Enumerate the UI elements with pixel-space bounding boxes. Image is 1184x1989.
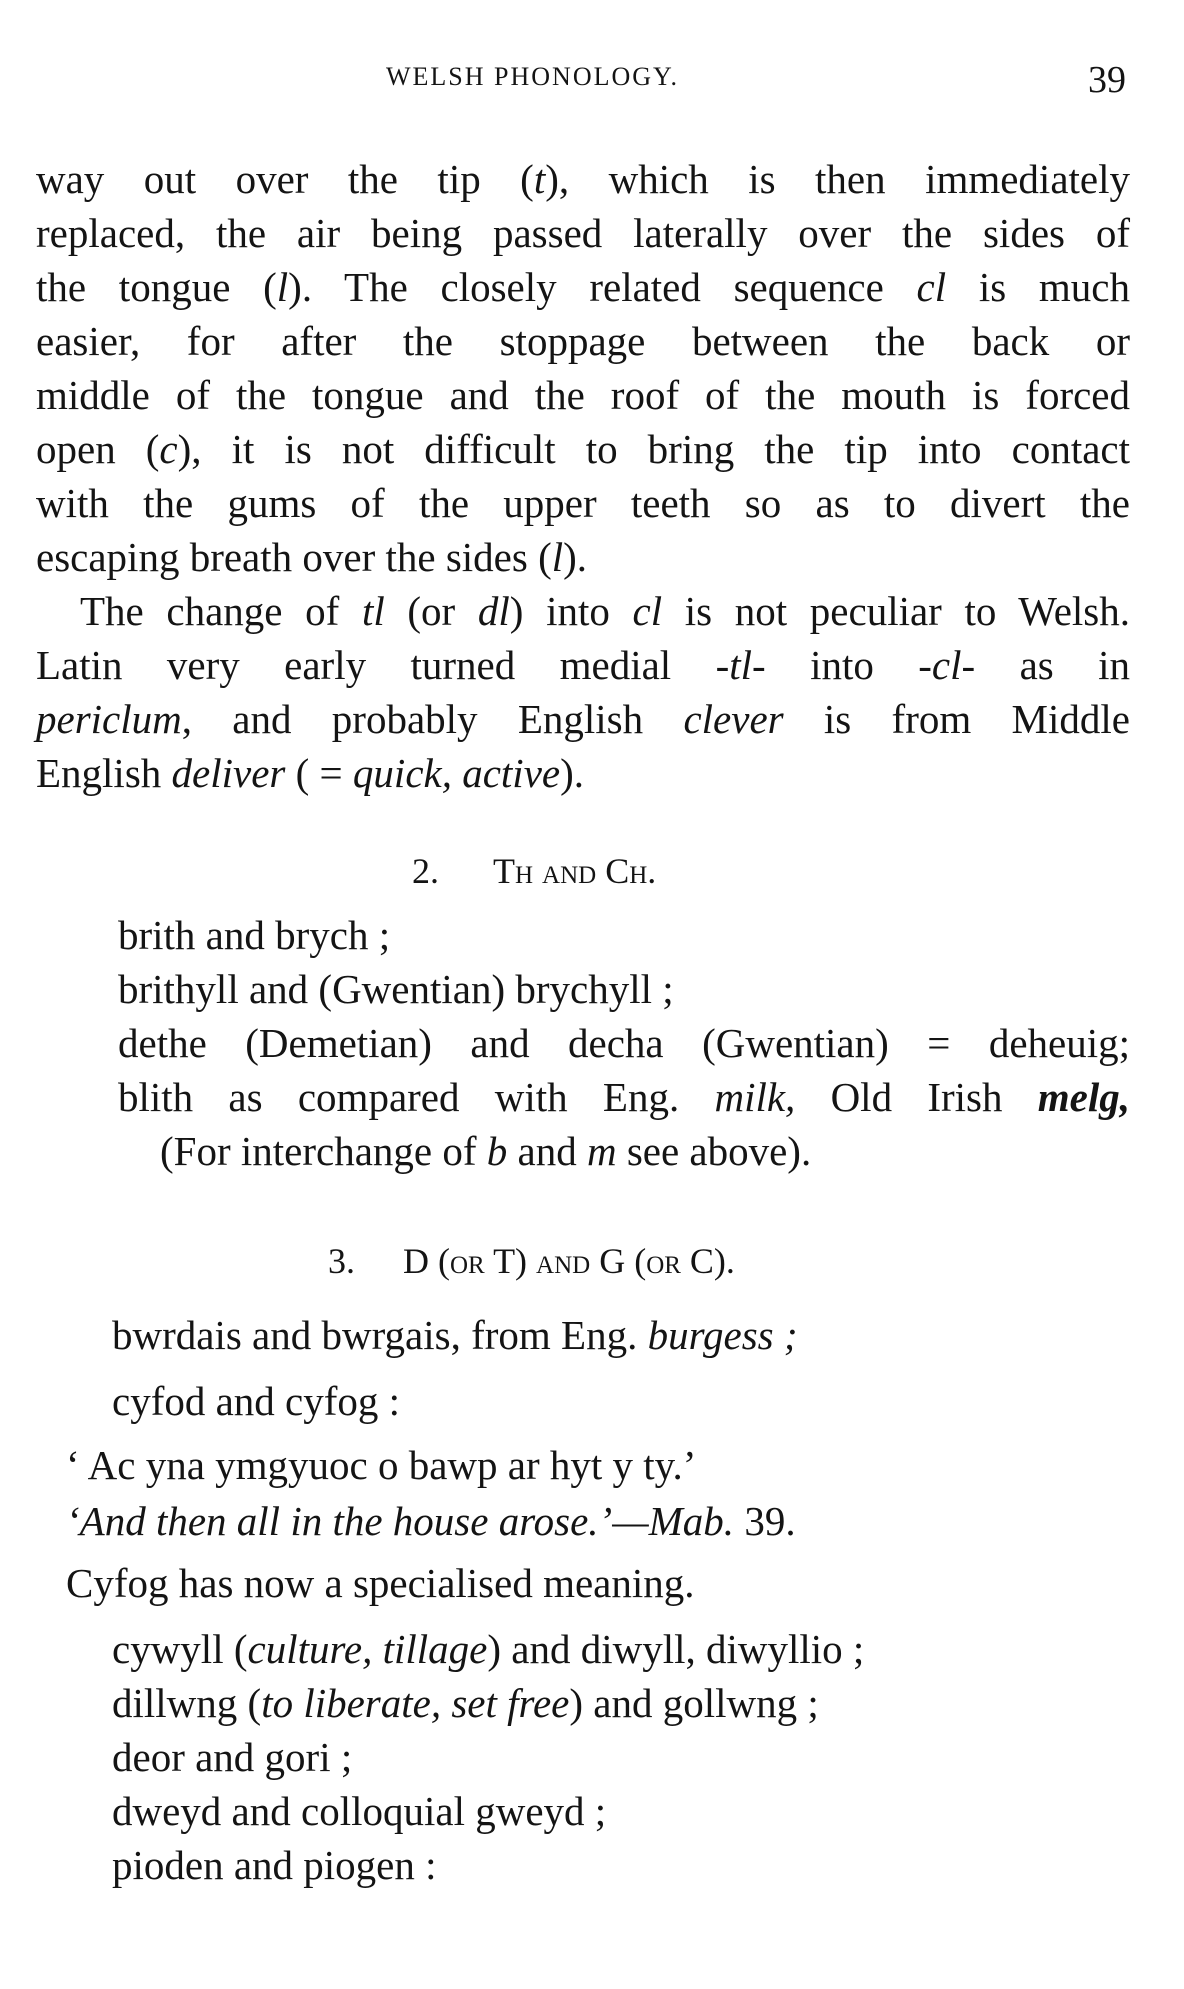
text-line: way out over the tip (t), which is then immediately [36,156,1131,202]
text-line: The change of tl (or dl) into cl is not peculiar to Welsh. [80,588,1130,634]
section-number: 3. [328,1241,355,1281]
text-line: with the gums of the upper teeth so as to divert the [36,480,1130,526]
example-line: deor and gori ; [112,1734,353,1780]
text-line: escaping breath over the sides (l). [36,534,588,580]
text-line: replaced, the air being passed laterally over the sides of [36,210,1130,256]
section-title: D (or T) and G (or C). [403,1241,735,1281]
example-line: pioden and piogen : [112,1842,437,1888]
translated-line: ‘And then all in the house arose.’—Mab. 39. [66,1498,796,1544]
running-title: WELSH PHONOLOGY. [386,62,679,91]
example-line: cywyll (culture, tillage) and diwyll, diwyllio ; [112,1626,865,1672]
example-line: dillwng (to liberate, set free) and gollwng ; [112,1680,819,1726]
text-line: English deliver ( = quick, active). [36,750,584,796]
text-line: the tongue (l). The closely related sequence cl is much [36,264,1130,310]
text-line: periclum, and probably English clever is from Middle [36,696,1130,742]
example-line: bwrdais and bwrgais, from Eng. burgess ; [112,1312,798,1358]
quoted-line: ‘ Ac yna ymgyuoc o bawp ar hyt y ty.’ [66,1442,697,1488]
example-line: dethe (Demetian) and decha (Gwentian) = deheuig; [118,1020,1130,1066]
example-line: blith as compared with Eng. milk, Old Irish melg, [118,1074,1130,1120]
text-line: middle of the tongue and the roof of the mouth is forced [36,372,1130,418]
page-number: 39 [1088,59,1126,101]
section-heading [328,1234,735,1288]
section-number: 2. [412,851,439,891]
example-line: brith and brych ; [118,912,391,958]
text-line: open (c), it is not difficult to bring the tip into contact [36,426,1130,472]
example-line: cyfod and cyfog : [112,1378,401,1424]
text-line: Cyfog has now a specialised meaning. [66,1560,695,1606]
text-line: easier, for after the stoppage between the back or [36,318,1130,364]
section-title: Th and Ch. [493,851,657,891]
example-line: (For interchange of b and m see above). [160,1128,812,1174]
text-line: Latin very early turned medial -tl- into -cl- as in [36,642,1130,688]
example-line: brithyll and (Gwentian) brychyll ; [118,966,674,1012]
example-line: dweyd and colloquial gweyd ; [112,1788,607,1834]
section-heading [412,844,656,898]
